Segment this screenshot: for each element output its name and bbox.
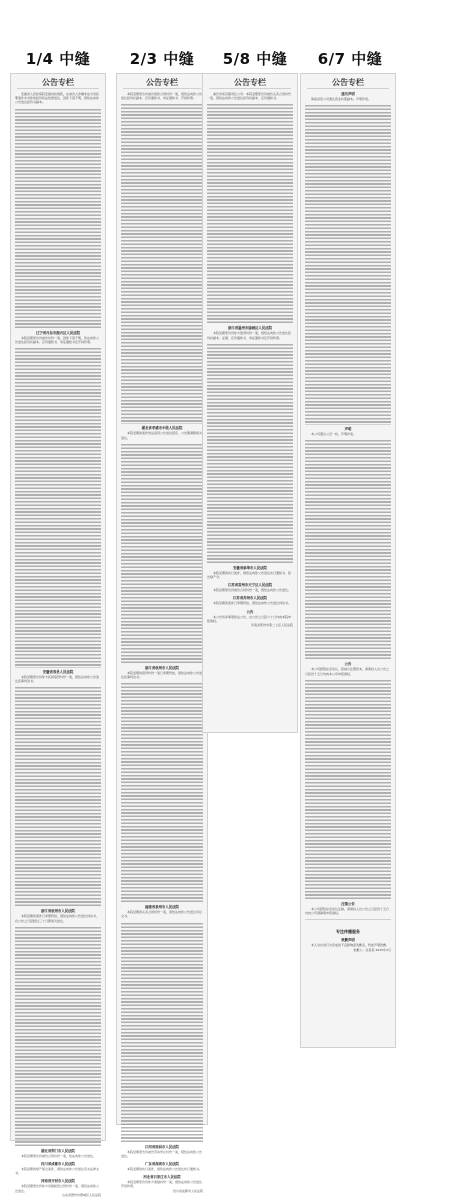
- notice: [15, 1179, 101, 1197]
- text-block: [207, 344, 293, 564]
- text-block: [305, 440, 391, 660]
- notice-title: 福建省泉州市人民法院: [145, 905, 179, 910]
- notice-text: 本公司经股东会决议，拟减少注册资本，请债权人自公告之日起四十五日内向本公司申报债权。: [305, 667, 390, 676]
- notice-title: 湖北省荆门市人民法院: [41, 1148, 75, 1153]
- notice-title: 安徽省寿县人民法院: [42, 670, 74, 675]
- notice-title: 声明: [344, 427, 352, 432]
- notice-title: 江苏省常州市天宁区人民法院: [227, 583, 273, 588]
- notice-text: 本院受理原告诉你方借贷纠纷一案，现依法向你公告送达起诉状副本、证据、应诉通知书、举证通知书及开庭传票。: [207, 331, 292, 340]
- text-block: [305, 105, 391, 425]
- notice: [121, 1145, 203, 1158]
- notice-signature: 致歉人：张某某 2025年2月: [353, 947, 391, 952]
- column-1-body: [11, 92, 105, 1197]
- notice-text: 本院受理的执行案件，现依法向你公告送达执行通知书、报告财产令。: [207, 570, 292, 580]
- notice-title: 致歉声明: [341, 938, 355, 943]
- notice-text: 本院受理的案件已审理终结，现依法向你公告送达判决书。: [213, 601, 292, 606]
- notice-title: 江西省南昌市人民法院: [145, 1144, 179, 1149]
- notice-title: 浙江省杭州市人民法院: [41, 909, 75, 914]
- notice-title: 公告: [246, 609, 254, 614]
- column-2-panel: [116, 73, 208, 1193]
- notice-section-title: 专注传播服务: [336, 929, 360, 935]
- notice-title: 浙江省温州市鹿城区人民法院: [227, 326, 273, 331]
- notice-text: 本院受理原告诉你方离婚纠纷一案，现依法向你公告送达开庭传票。: [121, 1180, 203, 1189]
- text-block: [305, 680, 391, 900]
- notice-signature: 河南省郑州市第二七区人民法院: [250, 623, 293, 628]
- column-3-panel: [202, 73, 298, 733]
- notice: [121, 666, 203, 679]
- notice-text: 海南省某公司遗失营业执照副本，声明作废。: [311, 97, 372, 101]
- notice: [207, 583, 293, 592]
- notice: [15, 1162, 101, 1175]
- column-4-panel: [300, 73, 396, 1048]
- notice: [121, 1162, 203, 1171]
- notice: [305, 427, 391, 436]
- notice: [207, 596, 293, 605]
- notice-text: 本院受理原告诉被告合同纠纷一案，现依法向你公告送达。: [213, 588, 292, 593]
- notice-text: 本公告所涉事项依法公告，自公告之日起六十日内向本院申报债权。: [207, 614, 292, 623]
- text-block: [15, 348, 101, 668]
- notice: [305, 662, 391, 675]
- notice-title: 河南省开封市人民法院: [41, 1179, 75, 1184]
- notice: [207, 610, 293, 628]
- notice-text: 本人对自身行为造成的不良影响深表歉意，特此声明致歉。: [311, 943, 390, 948]
- notice-title: 注销公告: [341, 901, 355, 906]
- notice-text: 本院受理原告诉被告合同纠纷一案，依法向你公告送达。: [21, 1153, 97, 1158]
- notice: [15, 331, 101, 344]
- notice-title: 遗失声明: [341, 92, 355, 96]
- notice: [15, 670, 101, 683]
- text-block: [15, 109, 101, 329]
- notice-title: 公告: [344, 662, 352, 667]
- text-block: [121, 923, 203, 1143]
- divider: [305, 919, 391, 926]
- column-3-label: 5/8 中缝: [222, 50, 288, 68]
- column-3-header: 公告专栏: [209, 76, 291, 89]
- notice: [15, 1149, 101, 1158]
- notice-text: 本院受理的案件已审理终结，现依法向你公告送达判决书，自公告之日起经过三十日即视为送达。: [15, 914, 100, 923]
- notice-signature: 四川省成都市人民法院: [172, 1188, 203, 1193]
- notice: [121, 92, 203, 100]
- text-block: [15, 687, 101, 907]
- column-4-header: 公告专栏: [307, 76, 389, 89]
- notice: [207, 326, 293, 339]
- notice: [15, 909, 101, 922]
- notice: [305, 92, 391, 101]
- notice: [305, 938, 391, 951]
- notice-text: 本院受理的案件依法适用公告送达程序，公告期满即视为送达。: [121, 431, 203, 440]
- notice-title: 辽宁省丹东市振兴区人民法院: [35, 330, 81, 335]
- notice-title: 广东省深圳市人民法院: [145, 1162, 179, 1167]
- text-block: [15, 927, 101, 1147]
- notice: [207, 566, 293, 579]
- column-1-panel: [10, 73, 106, 1197]
- column-1-label: 1/4 中缝: [25, 50, 91, 68]
- notice-title: 浙江省杭州市人民法院: [145, 665, 179, 670]
- notice-title: 安徽省蚌埠市人民法院: [233, 565, 267, 570]
- notice-title: 四川省成都市人民法院: [41, 1162, 75, 1167]
- notice: [121, 1175, 203, 1193]
- notice-text: 安徽省人民检察院安徽省检察院，在被告人涉嫌非法交易犯罪案件中对你的起诉依法依规送达，因你下落不明，现依法向你公告送达起诉书副本。: [15, 92, 100, 105]
- notice-text: 本院受理原告诉被告纠纷一案，因你下落不明，依法向你公告送达起诉状副本、应诉通知书、举证通知书及开庭传票。: [15, 335, 100, 344]
- column-4-label: 6/7 中缝: [317, 50, 383, 68]
- column-2-body: [117, 92, 207, 1193]
- notice-text: 本院受理的财产保全案件，现依法向你公告送达有关法律文书。: [15, 1167, 100, 1176]
- notice-title: 江苏省苏州市人民法院: [233, 596, 267, 601]
- notice: [121, 426, 203, 439]
- notice-text: 本院受理原告诉被告劳动争议纠纷一案，现依法向你公告送达。: [121, 1149, 203, 1158]
- notice-text: 本院受理的买卖合同纠纷一案，现依法向你公告送达诉讼文书。: [121, 910, 203, 919]
- column-2-label: 2/3 中缝: [129, 50, 195, 68]
- notice: [207, 92, 293, 100]
- notice-text: 本院受理原告诉被告借款合同纠纷一案，现依法向你公告送达起诉状副本、应诉通知书、举证通知书、开庭传票。: [121, 92, 203, 101]
- notice: [305, 902, 391, 915]
- notice-title: 湖北省孝感市中级人民法院: [141, 426, 183, 431]
- text-block: [121, 444, 203, 664]
- text-block: [121, 683, 203, 903]
- notice-text: 本院受理原告诉你方民间借贷纠纷一案，现依法向你公告送达民事判决书。: [15, 675, 100, 684]
- notice: [15, 92, 101, 105]
- notice-text: 本院受理原告诉你方房屋租赁合同纠纷一案，现依法向你公告送达。: [15, 1184, 100, 1193]
- text-block: [207, 104, 293, 324]
- text-block: [121, 104, 203, 424]
- column-4-body: [301, 92, 395, 952]
- notice-text: 本公司遗失公章一枚，声明作废。: [311, 432, 357, 437]
- column-2-header: 公告专栏: [123, 76, 201, 89]
- notice-text: 本院受理的借贷纠纷一案已审理终结，现依法向你公告送达民事判决书。: [121, 670, 203, 680]
- notice-text: 重庆市某有限责任公司：本院受理原告诉被告买卖合同纠纷一案，现依法向你公告送达起诉状副本、应诉通知书。: [207, 92, 292, 101]
- notice-signature: 山东省德州市德城区人民法院: [61, 1192, 101, 1197]
- notice-text: 本院受理的执行案件，现依法向你公告送达执行通知书。: [127, 1167, 203, 1172]
- notice-text: 本公司经股东会决议注销，请债权人自公告之日起四十五日内向公司清算组申报债权。: [305, 906, 390, 916]
- notice-title: 河北省石家庄市人民法院: [143, 1175, 181, 1180]
- notice: [121, 905, 203, 918]
- column-3-body: [203, 92, 297, 627]
- column-1-header: 公告专栏: [17, 76, 99, 89]
